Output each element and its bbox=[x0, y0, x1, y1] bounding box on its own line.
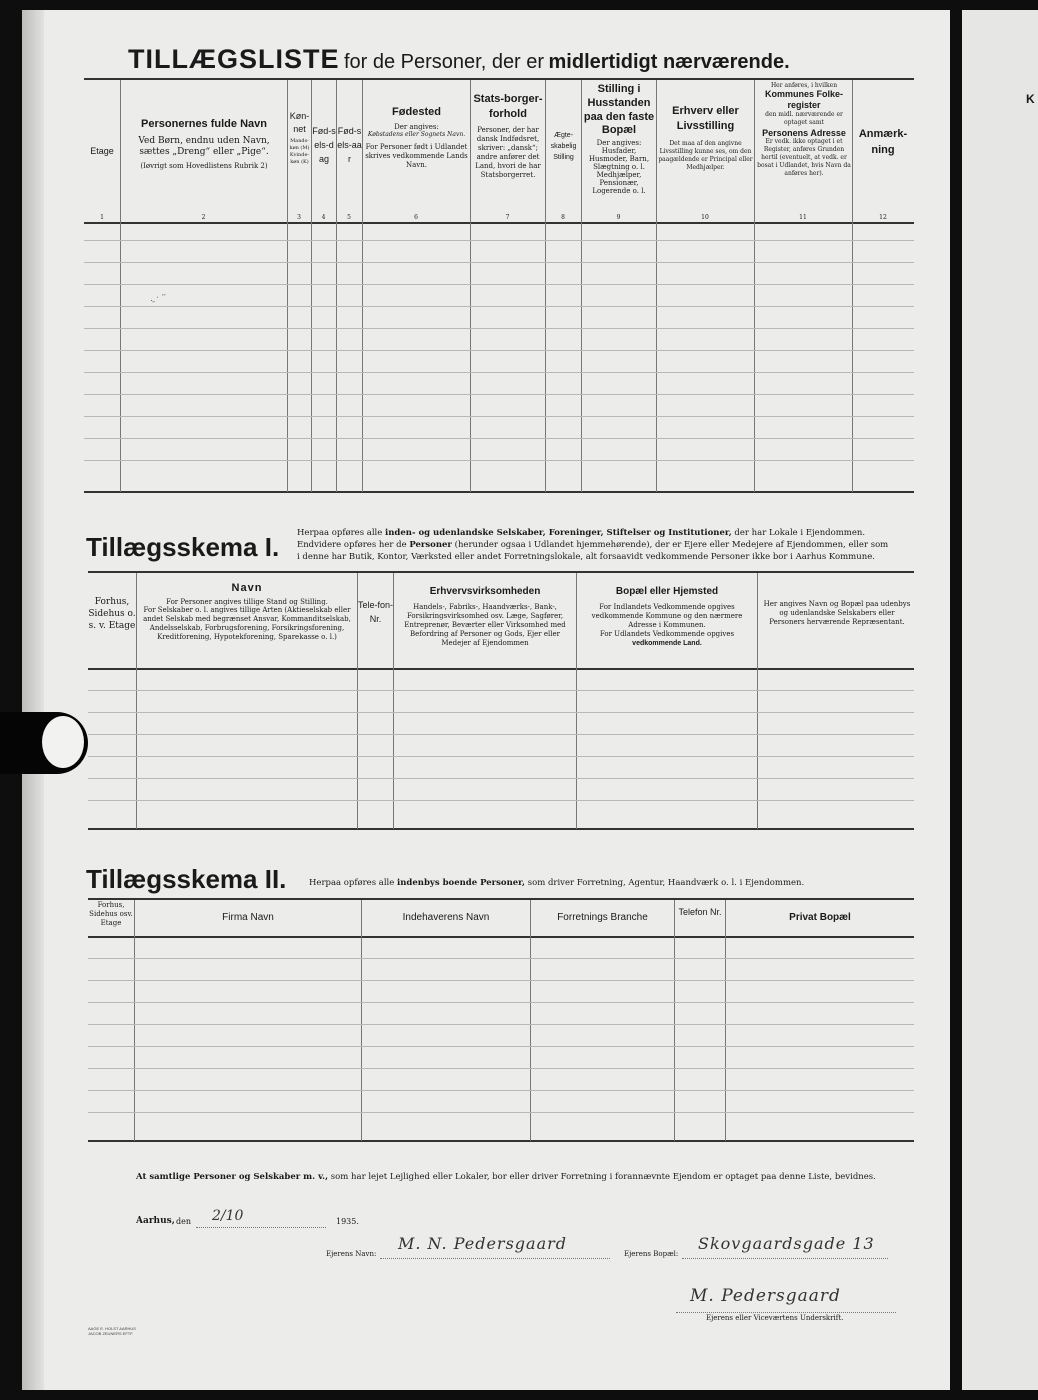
s1-intro-1b: inden- og udenlandske Selskaber, Foreninger, Stiftelser og Institutioner, bbox=[385, 528, 732, 538]
owner-name-handwritten: M. N. Pedersgaard bbox=[398, 1234, 567, 1253]
title-middle: for de Personer, der er bbox=[343, 51, 545, 73]
s2-intro-c: som driver Forretning, Agentur, Haandværk o. l. i Ejendommen. bbox=[527, 878, 805, 888]
s1-header-border bbox=[88, 668, 914, 670]
thumbnail-nail bbox=[42, 716, 84, 768]
s1-intro-1: Herpaa opføres alle bbox=[297, 528, 383, 538]
s1-col-line bbox=[393, 573, 394, 829]
signature-label: Ejerens eller Viceværtens Underskrift. bbox=[706, 1314, 844, 1322]
t1-num: 3 bbox=[297, 214, 301, 221]
t1-h-birthplace-a: Der angives: bbox=[394, 123, 439, 131]
s1-intro bbox=[297, 527, 912, 563]
t1-num: 7 bbox=[505, 214, 510, 221]
t1-h-occupation bbox=[658, 104, 753, 172]
t1-row-line bbox=[84, 240, 914, 241]
signature-line bbox=[676, 1312, 896, 1313]
printer-mark: AAGE E. HOLST AARHUS JACOB ZEUNERS EFTF. bbox=[88, 1326, 136, 1336]
footer-year: 1935. bbox=[336, 1217, 359, 1226]
t1-h-name-title: Personernes fulde Navn bbox=[141, 118, 267, 130]
t1-h-byear: Fød-sels-aar bbox=[337, 126, 362, 164]
s1-h-residence bbox=[578, 586, 756, 648]
s1-intro-3: i denne har Butik, Kontor, Værksted eller andet Forretningslokale, alt forsaavidt vedkommende Personer ikke bor i Aarhus Kommune. bbox=[297, 552, 875, 562]
s2-h-firm: Firma Navn bbox=[222, 912, 274, 923]
t1-num: 8 bbox=[561, 214, 565, 221]
t1-h-citizenship-title: Stats-borger-forhold bbox=[473, 93, 543, 120]
t1-row-line bbox=[84, 328, 914, 329]
t1-h-household-note: Der angives: Husfader, Husmoder, Barn, Slægtning o. l. Medhjælper, Pensionær, Logerende o. l. bbox=[588, 139, 650, 195]
t1-num: 2 bbox=[201, 214, 206, 221]
s1-h-business-note: Handels-, Fabriks-, Haandværks-, Bank-, Forsikringsvirksomhed osv. Læge, Sagfører, Entreprenør, Beværter eller Virksomhed med Befordring af Personer og Gods, Ejer eller Medejer af Ejendommen bbox=[404, 603, 566, 647]
s2-col-line bbox=[134, 900, 135, 1141]
s1-bottom-border bbox=[88, 828, 914, 830]
s1-h-residence-title: Bopæl eller Hjemsted bbox=[615, 586, 719, 597]
t1-num: 10 bbox=[701, 214, 709, 221]
s2-row-line bbox=[88, 958, 914, 959]
t1-h-register-b: Kommunes Folke-register bbox=[764, 89, 843, 110]
footer-den: den bbox=[176, 1217, 192, 1226]
t1-h-bday: Fød-sels-dag bbox=[312, 126, 336, 164]
t1-h-citizenship-note: Personer, der har dansk Indfødsret, skriver: „dansk“; andre anfører det Land, hvori de har Statsborgerret. bbox=[475, 126, 541, 179]
s1-h-name bbox=[138, 582, 356, 642]
footer-place: Aarhus, bbox=[136, 1216, 175, 1226]
s2-col-line bbox=[674, 900, 675, 1141]
t1-h-register bbox=[756, 82, 852, 178]
page-edge bbox=[22, 10, 44, 1390]
t1-row-line bbox=[84, 350, 914, 351]
t1-h-register-e: Er vedk. ikke optaget i et Register, anføres Grunden hertil (eventuelt, at vedk. er bosat i Udlandet, hvis Navn da anføres her). bbox=[757, 138, 851, 177]
t1-top-border bbox=[84, 78, 914, 80]
s1-col-line bbox=[757, 573, 758, 829]
t1-num: 6 bbox=[414, 214, 418, 221]
s1-h-name-b: For Selskaber o. l. angives tillige Arten (Aktieselskab eller andet Selskab med begrænset Ansvar, Kommanditselskab, Andelsselskab, Forbrugsforening, Forsikringsforening, Kreditforening, Hypotekforening, Sparekasse o. l.) bbox=[143, 606, 351, 641]
t1-h-birthplace-c: For Personer født i Udlandet skrives vedkommende Lands Navn. bbox=[365, 143, 468, 169]
s1-intro-1c: der har Lokale i Ejendommen. bbox=[734, 528, 866, 538]
s1-row-line bbox=[88, 734, 914, 735]
t1-h-name-sub: (Iøvrigt som Hovedlistens Rubrik 2) bbox=[140, 162, 268, 170]
t1-col-line bbox=[656, 80, 657, 492]
s2-top-border bbox=[88, 898, 914, 900]
s1-row-line bbox=[88, 756, 914, 757]
t1-h-sex-title: Køn-net bbox=[289, 111, 310, 134]
t1-h-remarks: Anmærk-ning bbox=[858, 128, 908, 156]
t1-h-marital: Ægte-skabelig Stilling bbox=[550, 132, 577, 161]
s2-row-line bbox=[88, 1002, 914, 1003]
t1-row-line bbox=[84, 438, 914, 439]
t1-col-line bbox=[470, 80, 471, 492]
t1-h-occupation-title: Erhverv eller Livsstilling bbox=[672, 105, 739, 132]
s1-h-name-title: Navn bbox=[231, 582, 263, 594]
s1-h-business-title: Erhvervsvirksomheden bbox=[429, 586, 541, 597]
s1-h-business bbox=[395, 586, 575, 648]
t1-h-sex bbox=[288, 110, 311, 166]
owner-address-line bbox=[682, 1258, 888, 1259]
t1-row-line bbox=[84, 460, 914, 461]
s1-h-etage: Forhus, Sidehus o. s. v. Etage bbox=[88, 597, 136, 631]
s1-row-line bbox=[88, 800, 914, 801]
footer-decl-a: At samtlige Personer og Selskaber m. v., bbox=[136, 1172, 329, 1182]
t1-h-name-note: Ved Børn, endnu uden Navn, sættes „Dreng“ eller „Pige“. bbox=[138, 136, 270, 157]
s2-h-etage: Forhus, Sidehus osv. Etage bbox=[89, 901, 133, 927]
footer-date-handwritten: 2/10 bbox=[212, 1208, 244, 1224]
t1-header-border bbox=[84, 222, 914, 224]
next-page-letter: K bbox=[1026, 92, 1035, 106]
s2-h-phone: Telefon Nr. bbox=[678, 907, 722, 917]
s1-h-representative: Her angives Navn og Bopæl paa udenbys og udenlandske Selskabers eller Personers herværende Repræsentant. bbox=[763, 600, 911, 626]
s1-intro-2a: Endvidere opføres her de bbox=[297, 540, 407, 550]
next-page-edge bbox=[962, 10, 1038, 1390]
s1-h-residence-c: vedkommende Land. bbox=[632, 640, 702, 647]
s2-row-line bbox=[88, 1068, 914, 1069]
s1-h-residence-a: For Indlandets Vedkommende opgives vedkommende Kommune og den nærmere Adresse i Kommunen. bbox=[591, 603, 743, 629]
s2-intro bbox=[309, 878, 804, 888]
s2-row-line bbox=[88, 1090, 914, 1091]
t1-h-register-a: Her anføres, i hvilken bbox=[770, 82, 838, 89]
s2-col-line bbox=[361, 900, 362, 1141]
t1-h-birthplace bbox=[364, 106, 469, 170]
t1-row-line bbox=[84, 306, 914, 307]
s2-h-owner: Indehaverens Navn bbox=[402, 912, 490, 923]
t1-col-line bbox=[362, 80, 363, 492]
s1-col-line bbox=[576, 573, 577, 829]
t1-num: 9 bbox=[616, 214, 621, 221]
s1-h-name-a: For Personer angives tillige Stand og Stilling. bbox=[166, 598, 328, 606]
t1-num: 11 bbox=[799, 214, 807, 221]
s2-h-private-address: Privat Bopæl bbox=[789, 912, 851, 923]
s2-row-line bbox=[88, 1112, 914, 1113]
owner-address-handwritten: Skovgaardsgade 13 bbox=[698, 1234, 875, 1253]
s2-h-branch: Forretnings Branche bbox=[557, 912, 648, 923]
s2-bottom-border bbox=[88, 1140, 914, 1142]
t1-col-line bbox=[852, 80, 853, 492]
s1-top-border bbox=[88, 571, 914, 573]
s2-row-line bbox=[88, 980, 914, 981]
t1-h-sex-sub: Mands-køn (M) Kvinde-køn (K) bbox=[289, 138, 310, 165]
owner-address-label: Ejerens Bopæl: bbox=[624, 1250, 679, 1258]
s1-col-line bbox=[136, 573, 137, 829]
footer-decl-b: som har lejet Lejlighed eller Lokaler, bor eller driver Forretning i forannævnte Ejendom er optaget paa denne Liste, bevidnes. bbox=[330, 1172, 876, 1182]
s2-header-border bbox=[88, 936, 914, 938]
t1-num: 12 bbox=[879, 214, 887, 221]
s2-col-line bbox=[725, 900, 726, 1141]
t1-h-name bbox=[122, 118, 286, 170]
t1-h-birthplace-b: Købstadens eller Sognets Navn. bbox=[367, 131, 466, 138]
s1-row-line bbox=[88, 712, 914, 713]
s1-h-residence-b: For Udlandets Vedkommende opgives bbox=[599, 630, 735, 638]
owner-name-label: Ejerens Navn: bbox=[326, 1250, 377, 1258]
t1-num: 4 bbox=[321, 214, 326, 221]
s2-intro-b: indenbys boende Personer, bbox=[397, 878, 526, 888]
s1-h-phone: Tele-fon-Nr. bbox=[358, 600, 394, 624]
s2-row-line bbox=[88, 1024, 914, 1025]
t1-h-register-d: Personens Adresse bbox=[762, 128, 846, 138]
t1-num: 5 bbox=[347, 214, 351, 221]
t1-row-line bbox=[84, 372, 914, 373]
s1-row-line bbox=[88, 778, 914, 779]
t1-col-line bbox=[120, 80, 121, 492]
t1-row-line bbox=[84, 262, 914, 263]
t1-faint-entry: ․ ̱ˑ ′′ bbox=[150, 294, 166, 304]
t1-h-citizenship bbox=[472, 92, 544, 180]
owner-name-line bbox=[380, 1258, 610, 1259]
page-title bbox=[128, 44, 908, 75]
t1-h-household-bold: Bopæl bbox=[601, 124, 637, 136]
title-end: midlertidigt nærværende. bbox=[548, 51, 790, 73]
s2-row-line bbox=[88, 1046, 914, 1047]
t1-h-household bbox=[582, 82, 656, 195]
s1-heading: Tillægsskema I. bbox=[86, 532, 280, 562]
s1-intro-2c: (herunder ogsaa i Udlandet hjemmehørende), der er Ejere eller Medejere af Ejendommen, eller som bbox=[454, 540, 889, 550]
signature-handwritten: M. Pedersgaard bbox=[690, 1286, 841, 1306]
s2-intro-a: Herpaa opføres alle bbox=[309, 878, 395, 888]
t1-row-line bbox=[84, 284, 914, 285]
s2-heading: Tillægsskema II. bbox=[86, 864, 287, 894]
t1-h-household-title: Stilling i Husstanden paa den faste bbox=[583, 83, 655, 123]
s2-col-line bbox=[530, 900, 531, 1141]
t1-h-birthplace-title: Fødested bbox=[392, 106, 441, 118]
footer-declaration bbox=[136, 1172, 914, 1182]
title-main: TILLÆGSLISTE bbox=[128, 44, 340, 74]
t1-h-etage: Etage bbox=[90, 146, 114, 156]
t1-h-register-c: den midl. nærværende er optaget samt bbox=[765, 111, 843, 126]
date-dotted-line bbox=[196, 1227, 326, 1228]
t1-col-line bbox=[754, 80, 755, 492]
t1-bottom-border bbox=[84, 491, 914, 493]
t1-h-occupation-note: Det maa af den angivne Livsstilling kunne ses, om den paagældende er Principal eller Medhjælper. bbox=[658, 140, 753, 171]
s1-intro-2b: Personer bbox=[409, 540, 452, 550]
t1-row-line bbox=[84, 394, 914, 395]
s1-row-line bbox=[88, 690, 914, 691]
t1-num: 1 bbox=[100, 214, 104, 221]
t1-row-line bbox=[84, 416, 914, 417]
